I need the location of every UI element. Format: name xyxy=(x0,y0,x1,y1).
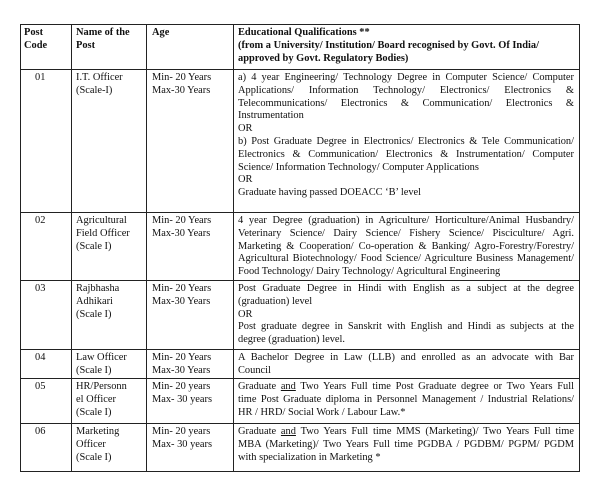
row-divider xyxy=(20,378,580,379)
age-range: Min- 20 Years Max-30 Years xyxy=(152,72,212,96)
qualification-text: Post Graduate Degree in Hindi with English as a subject at the degree (graduation) level OR Post graduate degree in Sanskrit with English and Hindi as subjects at the degree (graduation) level. xyxy=(238,283,574,346)
table-right-border xyxy=(579,24,580,472)
qualification-text: 4 year Degree (graduation) in Agriculture/ Horticulture/Animal Husbandry/ Veterinary Science/ Dairy Science/ Fishery Science/ Pisciculture/ Agri. Marketing & Cooperation/ Co-operation & Banking/ Agro-Forestry/Forestry/ Agricultural Biotechnology/ Food Science/ Agriculture Business Management/ Food Technology/ Dairy Technology/ Agricultural Engineering xyxy=(238,215,574,278)
age-range: Min- 20 years Max- 30 years xyxy=(152,426,213,450)
column-divider xyxy=(71,24,72,472)
header-age: Age xyxy=(152,27,170,38)
table-top-border xyxy=(20,24,580,25)
post-code: 04 xyxy=(35,352,46,363)
age-range: Min- 20 Years Max-30 Years xyxy=(152,215,212,239)
column-divider xyxy=(233,24,234,472)
row-divider xyxy=(20,212,580,213)
age-range: Min- 20 Years Max-30 Years xyxy=(152,283,212,307)
header-post-code: Post Code xyxy=(24,27,48,51)
post-name: Marketing Officer (Scale I) xyxy=(76,426,120,463)
column-divider xyxy=(146,24,147,472)
post-name: Agricultural Field Officer (Scale I) xyxy=(76,215,130,252)
post-code: 06 xyxy=(35,426,46,437)
post-name: HR/Personn el Officer (Scale I) xyxy=(76,381,127,418)
table-left-border xyxy=(20,24,21,472)
post-name: Law Officer (Scale I) xyxy=(76,352,127,376)
post-name: Rajbhasha Adhikari (Scale I) xyxy=(76,283,120,320)
post-code: 02 xyxy=(35,215,46,226)
qualification-text: a) 4 year Engineering/ Technology Degree in Computer Science/ Computer Applications/ Information Technology/ Electronics/ Electronics & Telecommunications/ Electronics & Communication/ Electronics & Instrumentation OR b) Post Graduate Degree in Electronics/ Electronics & Tele Communication/ Electronics & Communication/ Electronics & Instrumentation/ Computer Science/ Information Technology/ Computer Applications OR Graduate having passed DOEACC ‘B’ level xyxy=(238,72,574,199)
qualification-text: Graduate and Two Years Full time MMS (Marketing)/ Two Years Full time MBA (Marketing)/ Two Years Full time PGDBA / PGDBM/ PGPM/ PGDM with specialization in Marketing * xyxy=(238,426,574,463)
post-code: 05 xyxy=(35,381,46,392)
post-name: I.T. Officer (Scale-I) xyxy=(76,72,123,96)
header-post-name: Name of the Post xyxy=(76,27,130,51)
qualification-text: A Bachelor Degree in Law (LLB) and enrolled as an advocate with Bar Council xyxy=(238,352,574,376)
post-code: 01 xyxy=(35,72,46,83)
table-bottom-border xyxy=(20,471,580,472)
header-qualifications: Educational Qualifications ** (from a University/ Institution/ Board recognised by Govt. Of India/ approved by Govt. Regulatory Bodies) xyxy=(238,27,539,64)
row-divider xyxy=(20,423,580,424)
age-range: Min- 20 years Max- 30 years xyxy=(152,381,213,405)
row-divider xyxy=(20,349,580,350)
age-range: Min- 20 Years Max-30 Years xyxy=(152,352,212,376)
header-divider xyxy=(20,69,580,70)
row-divider xyxy=(20,280,580,281)
post-code: 03 xyxy=(35,283,46,294)
qualification-text: Graduate and Two Years Full time Post Graduate degree or Two Years Full time Post Graduate diploma in Personnel Management / Industrial Relations/ HR / HRD/ Social Work / Labour Law.* xyxy=(238,381,574,418)
